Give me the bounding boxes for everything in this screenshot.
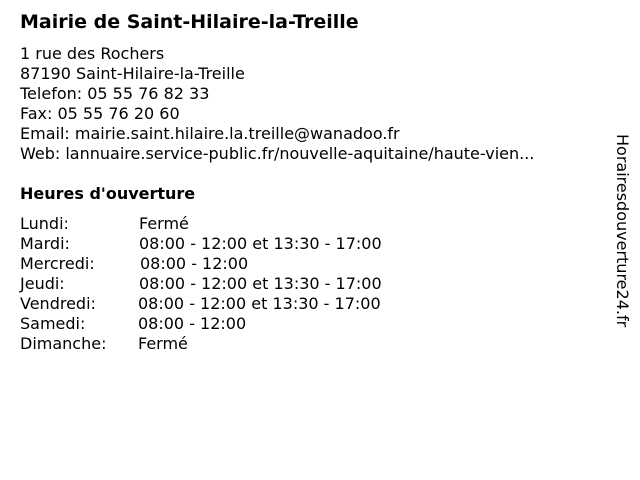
page-title: Mairie de Saint-Hilaire-la-Treille bbox=[20, 11, 359, 33]
contact-info bbox=[20, 44, 534, 164]
day-hours: 08:00 - 12:00 bbox=[140, 254, 249, 273]
day-hours: 08:00 - 12:00 bbox=[138, 314, 247, 333]
website-url: Web: lannuaire.service-public.fr/nouvelle-aquitaine/haute-vien... bbox=[20, 144, 535, 163]
day-label: Jeudi: bbox=[20, 274, 65, 293]
fax-number: Fax: 05 55 76 20 60 bbox=[20, 104, 180, 123]
day-label: Mardi: bbox=[20, 234, 70, 253]
day-hours: 08:00 - 12:00 et 13:30 - 17:00 bbox=[139, 234, 382, 253]
day-hours: 08:00 - 12:00 et 13:30 - 17:00 bbox=[138, 294, 381, 313]
address-city: 87190 Saint-Hilaire-la-Treille bbox=[20, 64, 245, 83]
day-label: Lundi: bbox=[20, 214, 69, 233]
day-label: Dimanche: bbox=[20, 334, 107, 353]
day-hours: 08:00 - 12:00 et 13:30 - 17:00 bbox=[139, 274, 382, 293]
phone-number: Telefon: 05 55 76 82 33 bbox=[20, 84, 210, 103]
email-address: Email: mairie.saint.hilaire.la.treille@wanadoo.fr bbox=[20, 124, 400, 143]
day-hours: Fermé bbox=[138, 334, 188, 353]
day-label: Mercredi: bbox=[20, 254, 95, 273]
day-label: Samedi: bbox=[20, 314, 86, 333]
day-hours: Fermé bbox=[139, 214, 189, 233]
address-street: 1 rue des Rochers bbox=[20, 44, 165, 63]
opening-hours-heading: Heures d'ouverture bbox=[20, 184, 196, 203]
day-label: Vendredi: bbox=[20, 294, 96, 313]
site-brand-vertical: Horairesdouverture24.fr bbox=[613, 134, 632, 328]
